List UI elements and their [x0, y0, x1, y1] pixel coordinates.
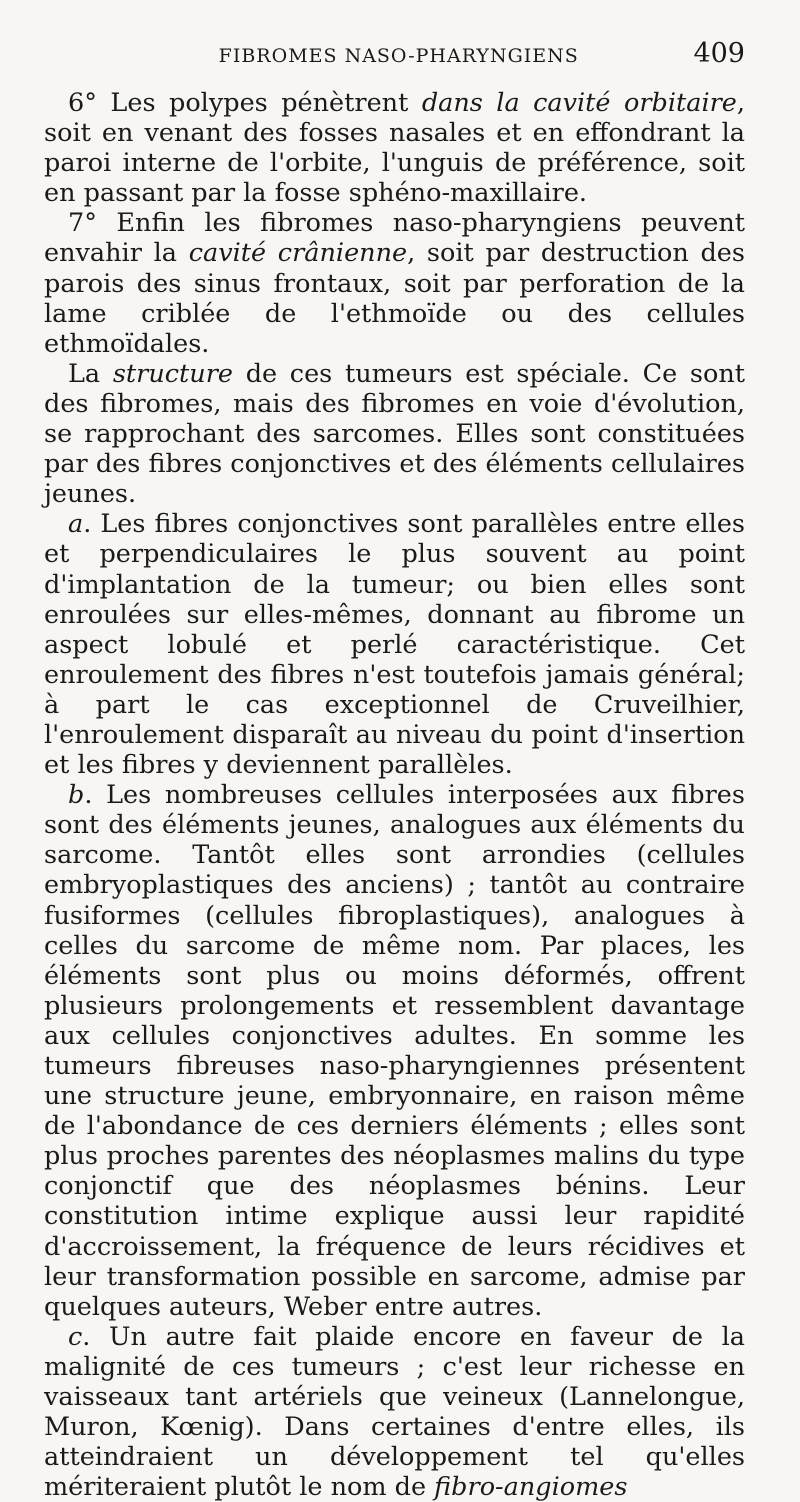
item-letter: a: [68, 509, 84, 540]
emphasis-text: fibro-angiomes: [434, 1472, 628, 1502]
paragraph-cranial-cavity: 7° Enfin les fibromes naso-pharyngiens peuvent envahir la cavité crânienne, soit par destruction des parois des sinus frontaux, soit par perforation de la lame criblée de l'ethmoïde ou des cellules ethmoïdales.: [44, 208, 745, 359]
paragraph-b-cells: b. Les nombreuses cellules interposées aux fibres sont des éléments jeunes, analogues aux éléments du sarcome. Tantôt elles sont arrondies (cellules embryoplastiques des anciens) ; tantôt au contraire fusiformes (cellules fibroplastiques), analogues à celles du sarcome de même nom. Par places, les éléments sont plus ou moins déformés, offrent plusieurs prolongements et ressemblent davantage aux cellules conjonctives adultes. En somme les tumeurs fibreuses naso-pharyngiennes présentent une structure jeune, embryonnaire, en raison même de l'abondance de ces derniers éléments ; elles sont plus proches parentes des néoplasmes malins du type conjonctif que des néoplasmes bénins. Leur constitution intime explique aussi leur rapidité d'accroissement, la fréquence de leurs récidives et leur transformation possible en sarcome, admise par quelques auteurs, Weber entre autres.: [44, 780, 745, 1322]
page-number: 409: [693, 38, 745, 69]
item-letter: c: [68, 1321, 83, 1352]
paragraph-c-vessels: c. Un autre fait plaide encore en faveur de la malignité de ces tumeurs ; c'est leur richesse en vaisseaux tant artériels que veineux (Lannelongue, Muron, Kœnig). Dans certaines d'entre elles, ils atteindraient un développement tel qu'elles mériteraient plutôt le nom de fibro-angiomes: [44, 1321, 745, 1502]
running-title: FIBROMES NASO-PHARYNGIENS: [218, 45, 579, 67]
emphasis-text: structure: [112, 358, 234, 389]
paragraph-structure: La structure de ces tumeurs est spéciale. Ce sont des fibromes, mais des fibromes en voie d'évolution, se rapprochant des sarcomes. Elles sont constituées par des fibres conjonctives et des éléments cellulaires jeunes.: [44, 358, 745, 510]
emphasis-text: cavité crânienne: [188, 238, 408, 269]
paragraph-orbital-cavity: 6° Les polypes pénètrent dans la cavité orbitaire, soit en venant des fosses nasales et en effondrant la paroi interne de l'orbite, l'unguis de préférence, soit en passant par la fosse sphéno-maxillaire.: [44, 88, 745, 209]
body-text: [44, 88, 745, 1502]
emphasis-text: dans la cavité orbitaire: [421, 88, 737, 118]
paragraph-a-fibres: a. Les fibres conjonctives sont parallèles entre elles et perpendiculaires le plus souvent au point d'implantation de la tumeur; ou bien elles sont enroulées sur elles-mêmes, donnant au fibrome un aspect lobulé et perlé caractéristique. Cet enroulement des fibres n'est toutefois jamais général; à part le cas exceptionnel de Cruveilhier, l'enroulement disparaît au niveau du point d'insertion et les fibres y deviennent parallèles.: [44, 509, 745, 781]
item-letter: b: [68, 780, 85, 811]
running-head: [44, 38, 745, 78]
